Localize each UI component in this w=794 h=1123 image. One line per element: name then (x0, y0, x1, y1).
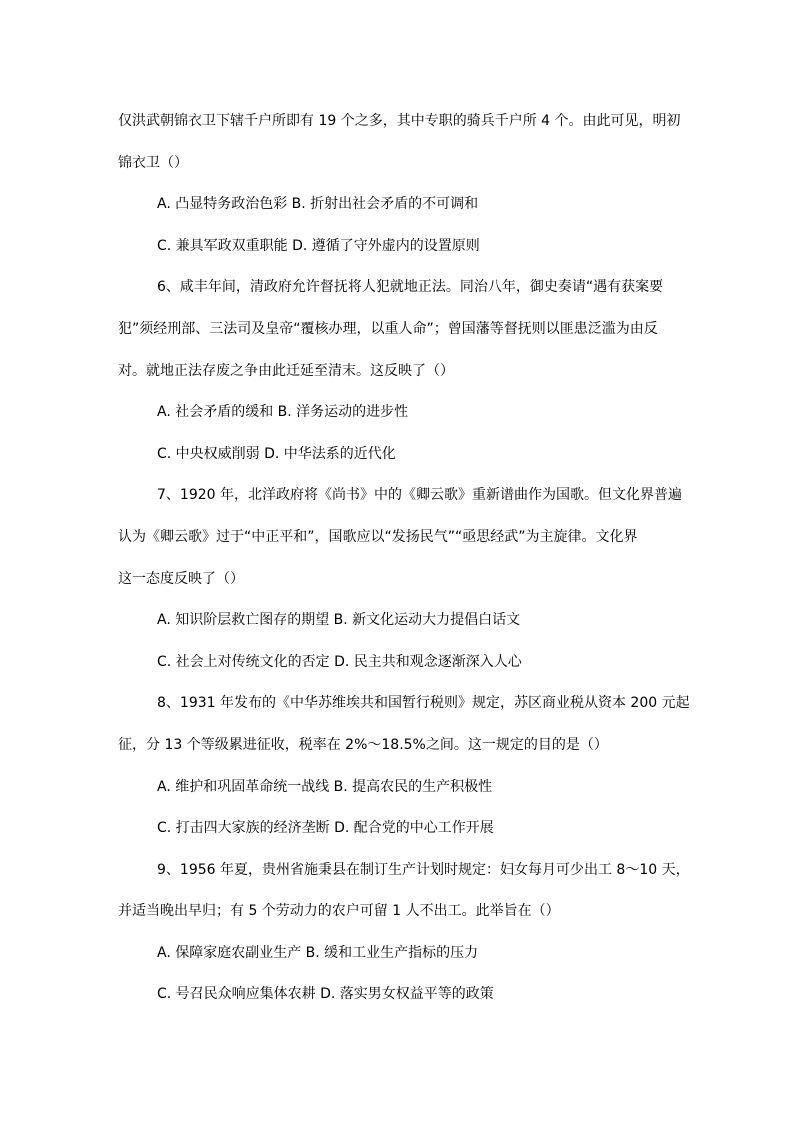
q5-options-ab: A. 凸显特务政治色彩 B. 折射出社会矛盾的不可调和 (157, 196, 479, 213)
q5-stem-line: 锦衣卫（） (118, 154, 188, 171)
q8-stem-line: 征，分 13 个等级累进征收，税率在 2%～18.5%之间。这一规定的目的是（） (118, 736, 608, 753)
q9-options-cd: C. 号召民众响应集体农耕 D. 落实男女权益平等的政策 (157, 986, 494, 1003)
document-page (0, 101, 794, 1016)
q6-options-cd: C. 中央权威削弱 D. 中华法系的近代化 (157, 445, 396, 462)
q8-stem-line: 8、1931 年发布的《中华苏维埃共和国暂行税则》规定，苏区商业税从资本 200 元起 (157, 695, 690, 712)
q9-stem-line: 9、1956 年夏，贵州省施秉县在制订生产计划时规定：妇女每月可少出工 8～10 天， (157, 861, 690, 878)
q5-stem-line: 仅洪武朝锦衣卫下辖千户所即有 19 个之多，其中专职的骑兵千户所 4 个。由此可见，明初 (118, 113, 681, 129)
q6-stem-line: 犯”须经刑部、三法司及皇帝“覆核办理，以重人命”；曾国藩等督抚则以匪患泛滥为由反 (118, 320, 658, 337)
q7-options-cd: C. 社会上对传统文化的否定 D. 民主共和观念逐渐深入人心 (157, 653, 522, 670)
q6-stem-line: 6、咸丰年间，清政府允许督抚将人犯就地正法。同治八年，御史奏请“遇有获案要 (157, 279, 664, 296)
q8-options-cd: C. 打击四大家族的经济垄断 D. 配合党的中心工作开展 (157, 820, 494, 837)
q5-options-cd: C. 兼具军政双重职能 D. 遵循了守外虚内的设置原则 (157, 237, 480, 254)
q9-options-ab: A. 保障家庭农副业生产 B. 缓和工业生产指标的压力 (157, 944, 479, 961)
q6-stem-line: 对。就地正法存废之争由此迁延至清末。这反映了（） (118, 362, 454, 379)
q7-stem-line: 认为《卿云歌》过于“中正平和”，国歌应以“发扬民气”“亟思经武”为主旋律。文化界 (118, 528, 638, 545)
q8-options-ab: A. 维护和巩固革命统一战线 B. 提高农民的生产积极性 (157, 778, 493, 795)
q7-options-ab: A. 知识阶层救亡图存的期望 B. 新文化运动大力提倡白话文 (157, 612, 521, 629)
q6-options-ab: A. 社会矛盾的缓和 B. 洋务运动的进步性 (157, 404, 409, 421)
q7-stem-line: 这一态度反映了（） (118, 570, 244, 587)
q7-stem-line: 7、1920 年，北洋政府将《尚书》中的《卿云歌》重新谱曲作为国歌。但文化界普遍 (157, 487, 682, 504)
q9-stem-line: 并适当晚出早归；有 5 个劳动力的农户可留 1 人不出工。此举旨在（） (118, 903, 560, 920)
